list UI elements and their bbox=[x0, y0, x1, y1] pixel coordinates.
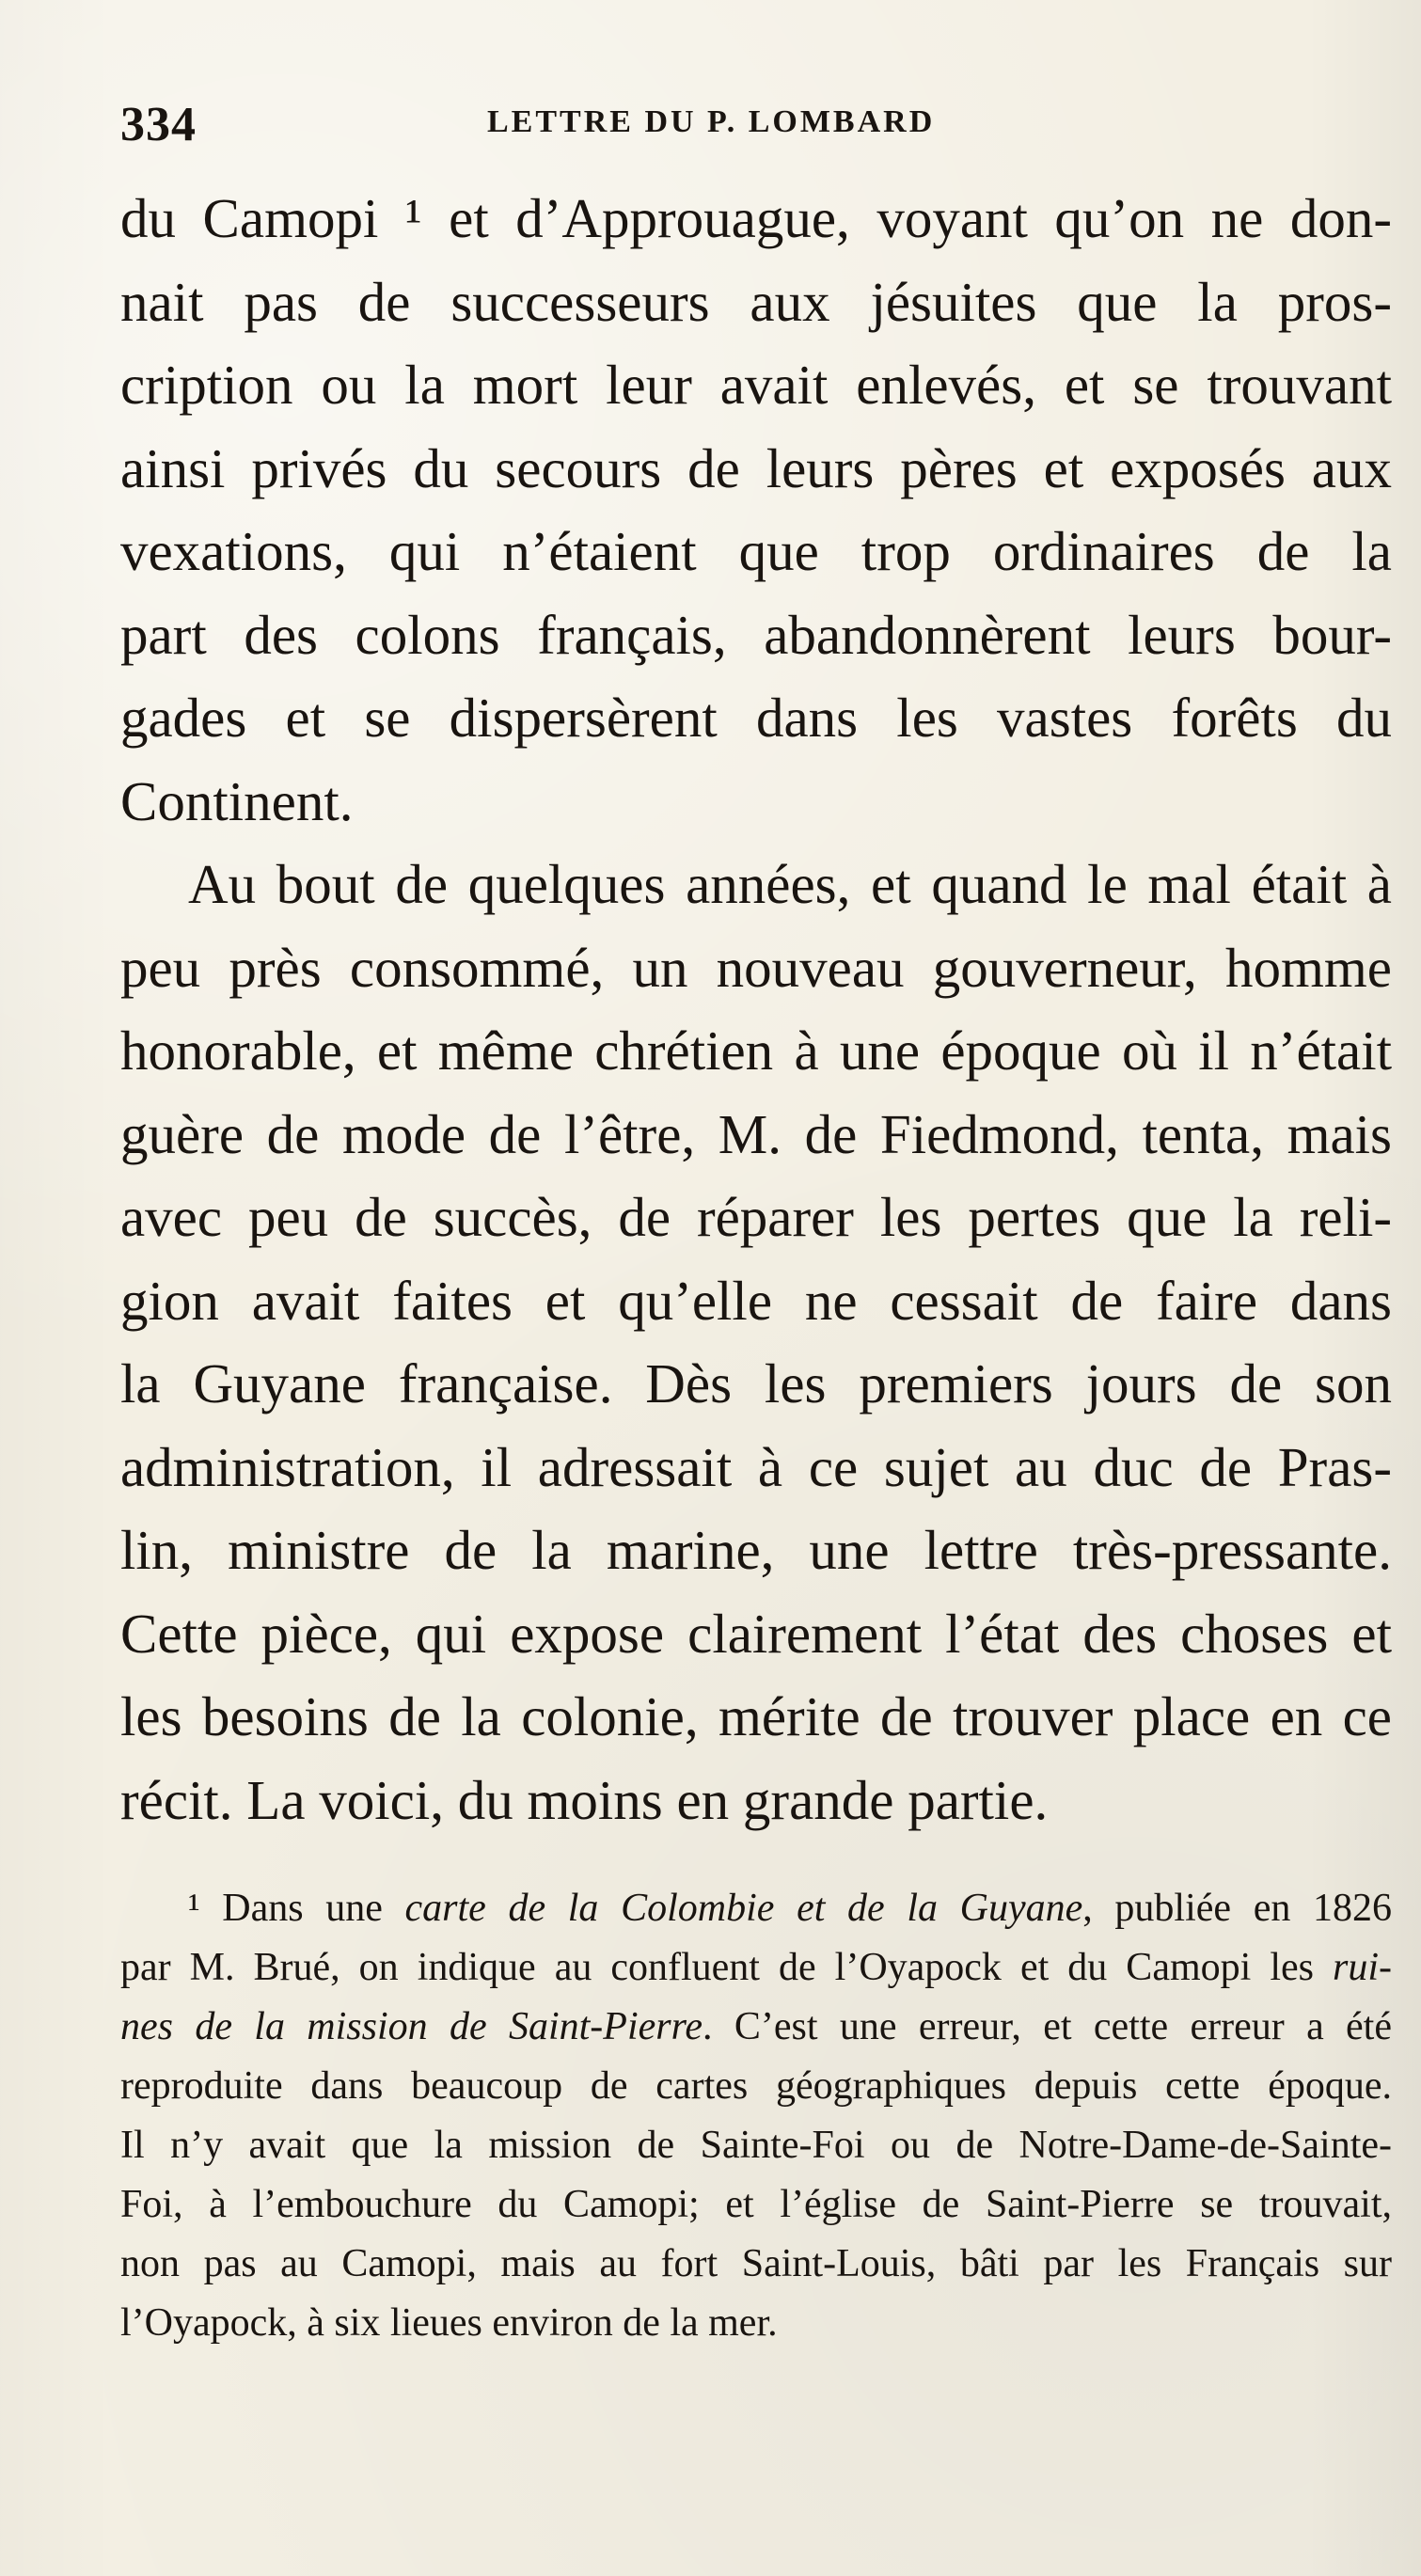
footnote-text: par M. Brué, on indique au confluent de l’Oyapock et du Camopi les bbox=[120, 1946, 1333, 1989]
footnote-line: Foi, à l’embouchure du Camopi; et l’église de Saint-Pierre se trouvait, bbox=[120, 2183, 1392, 2226]
footnote-text: , publiée en 1826 bbox=[1082, 1887, 1392, 1930]
text-line: cription ou la mort leur avait enlevés, et se trouvant bbox=[120, 354, 1392, 416]
text-line: honorable, et même chrétien à une époque où il n’était bbox=[120, 1019, 1392, 1082]
text-line: gades et se dispersèrent dans les vastes forêts du bbox=[120, 687, 1392, 749]
text-line: lin, ministre de la marine, une lettre très-pressante. bbox=[120, 1519, 1392, 1581]
text-line: récit. La voici, du moins en grande partie. bbox=[120, 1768, 1049, 1831]
footnote-text: . C’est une erreur, et cette erreur a été bbox=[703, 2005, 1392, 2048]
text-line: nait pas de successeurs aux jésuites que la pros- bbox=[120, 270, 1392, 333]
footnote-line: Il n’y avait que la mission de Sainte-Foi ou de Notre-Dame-de-Sainte- bbox=[120, 2124, 1392, 2167]
text-line: Continent. bbox=[120, 769, 354, 832]
text-line: la Guyane française. Dès les premiers jours de son bbox=[120, 1352, 1392, 1414]
text-line: guère de mode de l’être, M. de Fiedmond, tenta, mais bbox=[120, 1102, 1392, 1165]
text-line: avec peu de succès, de réparer les pertes que la reli- bbox=[120, 1186, 1392, 1248]
footnote-line: l’Oyapock, à six lieues environ de la mer. bbox=[120, 2301, 778, 2345]
footnote-italic-text: carte de la Colombie et de la Guyane bbox=[404, 1887, 1083, 1930]
page-header bbox=[120, 97, 1392, 153]
page-number: 334 bbox=[120, 98, 197, 151]
running-head: LETTRE DU P. LOMBARD bbox=[487, 104, 936, 139]
footnote-line: non pas au Camopi, mais au fort Saint-Louis, bâti par les Français sur bbox=[120, 2242, 1392, 2285]
footnote-italic-text: nes de la mission de Saint-Pierre bbox=[120, 2005, 703, 2048]
footnote-line bbox=[120, 1998, 1392, 2057]
text-line: part des colons français, abandonnèrent leurs bour- bbox=[120, 603, 1392, 666]
text-line: peu près consommé, un nouveau gouverneur, homme bbox=[120, 936, 1392, 999]
main-text bbox=[120, 177, 1392, 1841]
footnote-text: ¹ Dans une bbox=[188, 1887, 405, 1930]
text-line: Cette pièce, qui expose clairement l’état des choses et bbox=[120, 1602, 1392, 1665]
text-line: Au bout de quelques années, et quand le mal était à bbox=[188, 853, 1392, 915]
footnote-line bbox=[120, 1938, 1392, 1998]
footnote-line: reproduite dans beaucoup de cartes géographiques depuis cette époque. bbox=[120, 2064, 1392, 2108]
text-line: les besoins de la colonie, mérite de trouver place en ce bbox=[120, 1685, 1392, 1747]
text-line: administration, il adressait à ce sujet au duc de Pras- bbox=[120, 1435, 1392, 1498]
footnote-italic-text: rui- bbox=[1333, 1946, 1392, 1989]
footnote-line bbox=[120, 1879, 1392, 1938]
text-line: ainsi privés du secours de leurs pères et exposés aux bbox=[120, 436, 1392, 499]
text-line: gion avait faites et qu’elle ne cessait de faire dans bbox=[120, 1269, 1392, 1332]
footnote bbox=[120, 1879, 1392, 2353]
text-line: du Camopi ¹ et d’Approuague, voyant qu’on ne don- bbox=[120, 187, 1392, 249]
text-line: vexations, qui n’étaient que trop ordinaires de la bbox=[120, 520, 1392, 582]
